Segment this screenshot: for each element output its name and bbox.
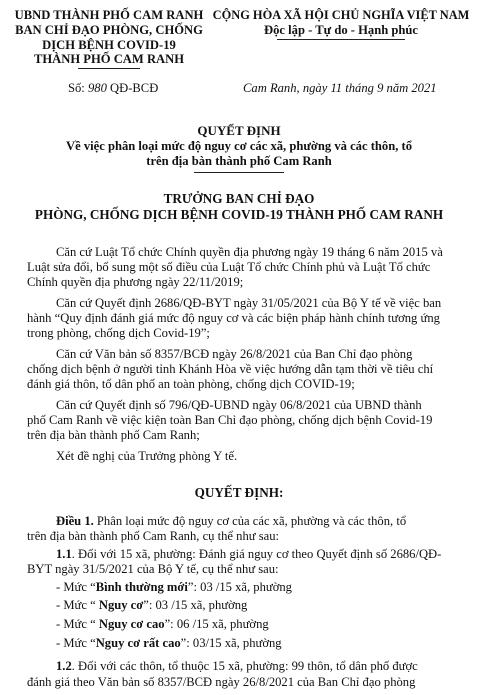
preamble-line: chống dịch bệnh ở người tỉnh Khánh Hòa về việc hướng dẫn tạm thời về tiêu chí (27, 362, 434, 376)
risk-level-item (56, 598, 247, 613)
preamble-line: Căn cứ Quyết định 2686/QĐ-BYT ngày 31/05/2021 của Bộ Y tế về việc ban (56, 296, 442, 310)
number-prefix: Số: (68, 81, 85, 95)
risk-level-item (56, 617, 269, 632)
risk-level-prefix: - Mức “ (56, 580, 96, 594)
risk-level-item (56, 580, 292, 595)
risk-level-count: ”: 03/15 xã, phường (180, 636, 282, 650)
risk-level-name: Bình thường mới (95, 580, 188, 594)
decision-heading: QUYẾT ĐỊNH: (194, 485, 284, 500)
country-name: CỘNG HÒA XÃ HỘI CHỦ NGHĨA VIỆT NAM (212, 8, 470, 22)
preamble-line: phố Cam Ranh về việc kiện toàn Ban Chỉ đạo phòng, chống dịch bệnh Covid-19 (27, 413, 433, 427)
issuer-line-2: BAN CHỈ ĐẠO PHÒNG, CHỐNG (15, 23, 203, 37)
preamble-line: Căn cứ Văn bản số 8357/BCĐ ngày 26/8/2021 của Ban Chỉ đạo phòng (56, 347, 413, 361)
preamble-line: Luật sửa đổi, bổ sung một số điều của Luật Tổ chức Chính phủ và Luật Tổ chức (27, 260, 431, 274)
section-1-1-label: 1.1 (56, 547, 72, 561)
document-title: QUYẾT ĐỊNH (197, 123, 281, 138)
subject-line-2: trên địa bàn thành phố Cam Ranh (146, 154, 332, 168)
risk-level-item (56, 636, 282, 651)
preamble-line: trên địa bàn thành phố Cam Ranh; (27, 428, 200, 442)
motto-underline (277, 39, 405, 40)
preamble-line: Chính quyền địa phương ngày 22/11/2019; (27, 275, 244, 289)
section-1-2-line-1 (56, 659, 418, 674)
section-1-2-line-2: đánh giá theo Văn bản số 8357/BCĐ ngày 26/8/2021 của Ban Chỉ đạo phòng (27, 675, 416, 689)
risk-level-count: ”: 06 /15 xã, phường (164, 617, 269, 631)
preamble-line: Căn cứ Luật Tổ chức Chính quyền địa phương ngày 19 tháng 6 năm 2015 và (56, 245, 443, 259)
risk-level-prefix: - Mức “ (56, 617, 99, 631)
issuer-line-3: DỊCH BỆNH COVID-19 (42, 38, 176, 52)
section-1-1-line-2: BYT ngày 31/5/2021 của Bộ Y tế, cụ thể như sau: (27, 562, 279, 576)
article-1-line-2: trên địa bàn thành phố Cam Ranh, cụ thể như sau: (27, 529, 279, 543)
risk-level-count: ”: 03 /15 xã, phường (143, 598, 248, 612)
issuer-line-1: UBND THÀNH PHỐ CAM RANH (14, 8, 204, 22)
risk-level-name: Nguy cơ cao (98, 617, 165, 631)
section-1-2-label: 1.2 (56, 659, 72, 673)
place-date: Cam Ranh, ngày 11 tháng 9 năm 2021 (243, 81, 437, 95)
article-1-text: Phân loại mức độ nguy cơ của các xã, phường và các thôn, tổ (93, 514, 407, 528)
number-value: 980 (87, 81, 107, 95)
risk-level-count: ”: 03 /15 xã, phường (187, 580, 292, 594)
risk-level-prefix: - Mức “ (56, 636, 96, 650)
preamble-line: đánh giá thôn, tổ dân phố an toàn phòng, chống dịch COVID-19; (27, 377, 355, 391)
subject-underline (194, 172, 284, 173)
issuer-line-4: THÀNH PHỐ CAM RANH (33, 52, 185, 66)
authority-subtitle: PHÒNG, CHỐNG DỊCH BỆNH COVID-19 THÀNH PHỐ CAM RANH (34, 207, 444, 222)
preamble-line: Căn cứ Quyết định số 796/QĐ-UBND ngày 06/8/2021 của UBND thành (56, 398, 422, 412)
preamble-line: hành “Quy định đánh giá mức độ nguy cơ và các biện pháp hành chính tương ứng (27, 311, 440, 325)
risk-level-name: Nguy cơ (98, 598, 144, 612)
motto: Độc lập - Tự do - Hạnh phúc (264, 23, 418, 37)
document-number (68, 81, 158, 96)
section-1-1-text: . Đối với 15 xã, phường: Đánh giá nguy cơ theo Quyết định số 2686/QĐ- (71, 547, 442, 561)
preamble-line: trong phòng, chống dịch Covid-19”; (27, 326, 210, 340)
risk-level-name: Nguy cơ rất cao (95, 636, 181, 650)
article-1-label: Điều 1. (56, 514, 94, 528)
subject-line-1: Về việc phân loại mức độ nguy cơ các xã, phường và các thôn, tổ (65, 139, 412, 153)
authority-title: TRƯỞNG BAN CHỈ ĐẠO (163, 191, 315, 206)
preamble-line: Xét đề nghị của Trưởng phòng Y tế. (56, 449, 238, 463)
issuer-underline (78, 68, 140, 69)
section-1-1-line-1 (56, 547, 441, 562)
section-1-2-text: . Đối với các thôn, tổ thuộc 15 xã, phường: 99 thôn, tổ dân phố được (71, 659, 418, 673)
article-1-line-1 (56, 514, 406, 529)
number-suffix: QĐ-BCĐ (110, 81, 159, 95)
risk-level-prefix: - Mức “ (56, 598, 99, 612)
